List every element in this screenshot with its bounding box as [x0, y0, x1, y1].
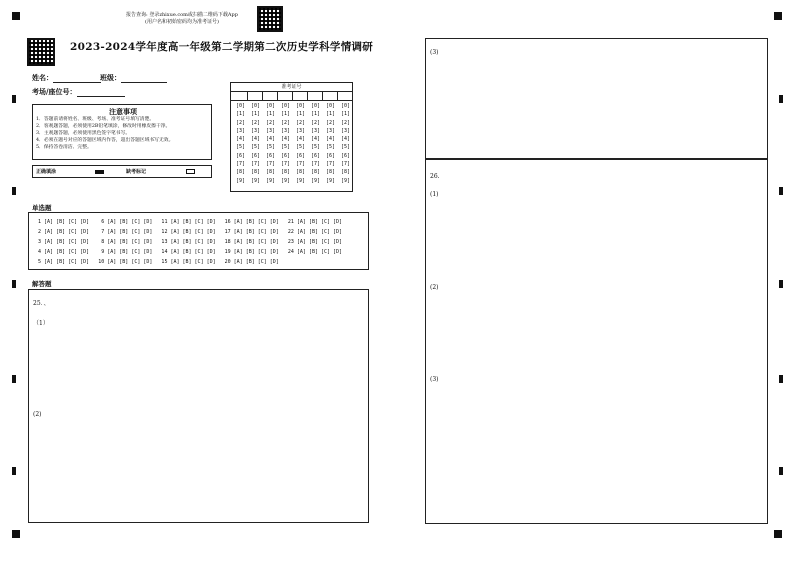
class-label: 班级： [100, 73, 121, 82]
exam-id-digit-bubble[interactable]: [8] [325, 169, 336, 176]
mcq-box [28, 212, 369, 270]
exam-id-digit-bubble[interactable]: [0] [295, 103, 306, 109]
exam-id-digit-bubble[interactable]: [4] [250, 136, 261, 143]
exam-id-digit-bubble[interactable]: [2] [295, 119, 306, 126]
side-mark [779, 467, 783, 475]
exam-id-column [250, 102, 261, 185]
missing-mark-label: 缺考标记 [126, 169, 147, 175]
exam-id-digit-bubble[interactable]: [0] [250, 103, 261, 109]
notice-box [32, 104, 212, 160]
side-mark [779, 95, 783, 103]
exam-id-digit-bubble[interactable]: [1] [325, 111, 336, 118]
notice-list [36, 116, 212, 151]
notice-item: 4．必须在题号对应的答题区域内作答，超出答题区域书写无效。 [36, 138, 174, 143]
exam-id-digit-bubble[interactable]: [9] [235, 177, 246, 184]
name-label: 姓名： [32, 73, 53, 82]
exam-id-digit-bubble[interactable]: [9] [310, 177, 321, 184]
exam-id-digit-bubble[interactable]: [4] [235, 136, 246, 143]
exam-id-column [295, 102, 306, 185]
mcq-row[interactable]: 2 [A] [B] [C] [D] 7 [A] [B] [C] [D] 12 [A] [B] [C] [D] 17 [A] [B] [C] [D] 22 [A] [B] [C] [D] [35, 229, 343, 235]
exam-id-digit-bubble[interactable]: [5] [340, 144, 351, 151]
exam-id-digit-bubble[interactable]: [4] [280, 136, 291, 143]
exam-id-header-separator [247, 91, 248, 100]
exam-id-digit-bubble[interactable]: [2] [250, 119, 261, 126]
exam-id-digit-bubble[interactable]: [9] [325, 177, 336, 184]
q26-part2-label: (2) [430, 284, 439, 291]
exam-id-digit-bubble[interactable]: [4] [325, 136, 336, 143]
side-mark [12, 467, 16, 475]
registration-mark [774, 12, 782, 20]
side-mark [779, 280, 783, 288]
exam-id-digit-bubble[interactable]: [8] [235, 169, 246, 176]
missing-bubble-checkbox[interactable] [186, 169, 195, 174]
exam-id-digit-bubble[interactable]: [3] [295, 127, 306, 134]
exam-id-digit-bubble[interactable]: [8] [295, 169, 306, 176]
q26-part3-label: (3) [430, 376, 439, 383]
mcq-row[interactable]: 5 [A] [B] [C] [D] 10 [A] [B] [C] [D] 15 [A] [B] [C] [D] 20 [A] [B] [C] [D] [35, 259, 279, 265]
exam-id-box [230, 82, 353, 192]
exam-id-digit-bubble[interactable]: [6] [340, 152, 351, 159]
exam-id-header-separator [277, 91, 278, 100]
name-field[interactable] [32, 73, 101, 83]
exam-id-digit-bubble[interactable]: [8] [265, 169, 276, 176]
exam-id-digit-bubble[interactable]: [8] [280, 169, 291, 176]
exam-id-digit-bubble[interactable]: [0] [235, 103, 246, 109]
exam-id-digit-bubble[interactable]: [5] [310, 144, 321, 151]
notice-item: 2．客观题答题，必须使用2B铅笔填涂，修改时用橡皮擦干净。 [36, 124, 171, 129]
exam-id-digit-bubble[interactable]: [7] [295, 161, 306, 168]
exam-id-header-separator [307, 91, 308, 100]
exam-id-header-separator [337, 91, 338, 100]
exam-id-digit-bubble[interactable]: [6] [280, 152, 291, 159]
notice-item: 1．答题前请将姓名、班级、考场、准考证号填写清楚。 [36, 117, 155, 122]
filled-bubble-icon [95, 170, 104, 174]
exam-id-digit-bubble[interactable]: [6] [310, 152, 321, 159]
registration-mark [12, 12, 20, 20]
exam-id-digit-bubble[interactable]: [7] [250, 161, 261, 168]
exam-id-digit-bubble[interactable]: [5] [325, 144, 336, 151]
side-mark [12, 187, 16, 195]
exam-id-column [280, 102, 291, 185]
exam-id-digit-bubble[interactable]: [9] [265, 177, 276, 184]
q25-label: 25．、 [33, 300, 50, 307]
exam-id-digit-bubble[interactable]: [8] [250, 169, 261, 176]
seat-field[interactable] [32, 87, 125, 97]
correct-fill-label: 正确填涂 [36, 169, 57, 175]
report-query-text: 报告查询: 登录zhixue.com或扫描二维码下载App [126, 12, 238, 18]
exam-id-digit-bubble[interactable]: [2] [235, 119, 246, 126]
exam-id-digit-bubble[interactable]: [3] [250, 127, 261, 134]
exam-id-digit-bubble[interactable]: [2] [280, 119, 291, 126]
class-field[interactable] [100, 73, 167, 83]
exam-id-digit-bubble[interactable]: [3] [235, 127, 246, 134]
page-title: 2023-2024学年度高一年级第二学期第二次历史学科学情调研 [70, 41, 374, 53]
exam-id-digit-bubble[interactable]: [0] [265, 103, 276, 109]
side-mark [12, 280, 16, 288]
exam-id-digit-bubble[interactable]: [6] [235, 152, 246, 159]
exam-id-digit-bubble[interactable]: [2] [325, 119, 336, 126]
exam-id-digit-bubble[interactable]: [0] [280, 103, 291, 109]
exam-id-digit-bubble[interactable]: [0] [325, 103, 336, 109]
exam-id-digit-bubble[interactable]: [8] [310, 169, 321, 176]
login-hint-text: (用户名和初始密码均为准考证号) [145, 19, 219, 25]
exam-id-digit-bubble[interactable]: [7] [325, 161, 336, 168]
exam-id-digit-bubble[interactable]: [2] [310, 119, 321, 126]
exam-id-digit-bubble[interactable]: [0] [340, 103, 351, 109]
exam-id-digit-bubble[interactable]: [4] [340, 136, 351, 143]
exam-id-digit-bubble[interactable]: [8] [340, 169, 351, 176]
exam-id-column [235, 102, 246, 185]
exam-id-digit-bubble[interactable]: [9] [280, 177, 291, 184]
notice-item: 3．主观题答题，必须使用黑色签字笔书写。 [36, 131, 131, 136]
exam-id-digit-bubble[interactable]: [1] [265, 111, 276, 118]
exam-id-digit-bubble[interactable]: [6] [250, 152, 261, 159]
exam-id-digit-bubble[interactable]: [1] [235, 111, 246, 118]
exam-id-digit-bubble[interactable]: [1] [340, 111, 351, 118]
fill-example-box [32, 165, 212, 178]
answer-area-q25-part3[interactable] [425, 38, 768, 159]
q26-part1-label: (1) [430, 191, 439, 198]
notice-item: 5．保持答卷清洁、完整。 [36, 145, 92, 150]
mcq-row[interactable]: 3 [A] [B] [C] [D] 8 [A] [B] [C] [D] 13 [A] [B] [C] [D] 18 [A] [B] [C] [D] 23 [A] [B] [C] [D] [35, 239, 343, 245]
exam-id-header-separator [262, 91, 263, 100]
exam-id-digit-bubble[interactable]: [9] [250, 177, 261, 184]
side-mark [779, 187, 783, 195]
notice-title: 注意事项 [109, 107, 137, 116]
answer-section-title: 解答题 [32, 280, 52, 288]
exam-id-digit-bubble[interactable]: [3] [280, 127, 291, 134]
exam-id-digit-bubble[interactable]: [2] [340, 119, 351, 126]
exam-id-digit-bubble[interactable]: [4] [295, 136, 306, 143]
exam-id-digit-bubble[interactable]: [5] [265, 144, 276, 151]
exam-id-digit-bubble[interactable]: [1] [280, 111, 291, 118]
exam-id-column [265, 102, 276, 185]
exam-id-digit-bubble[interactable]: [7] [280, 161, 291, 168]
exam-id-digit-bubble[interactable]: [3] [265, 127, 276, 134]
exam-id-digit-bubble[interactable]: [2] [265, 119, 276, 126]
exam-id-digit-bubble[interactable]: [7] [265, 161, 276, 168]
q25-part1-label: （1） [33, 320, 49, 327]
side-mark [12, 375, 16, 383]
qr-code-icon [257, 6, 283, 32]
registration-mark [774, 530, 782, 538]
q25-part3-label: (3) [430, 49, 439, 56]
exam-id-digit-bubble[interactable]: [1] [250, 111, 261, 118]
mcq-section-title: 单选题 [32, 204, 52, 212]
exam-id-digit-bubble[interactable]: [5] [280, 144, 291, 151]
exam-id-title: 准考证号 [281, 84, 302, 90]
exam-id-digit-bubble[interactable]: [1] [295, 111, 306, 118]
side-mark [12, 95, 16, 103]
side-mark [779, 375, 783, 383]
exam-id-digit-bubble[interactable]: [4] [310, 136, 321, 143]
exam-id-column [325, 102, 336, 185]
qr-code-icon [27, 38, 55, 66]
exam-id-header-separator [322, 91, 323, 100]
exam-id-digit-bubble[interactable]: [3] [325, 127, 336, 134]
exam-id-digit-bubble[interactable]: [9] [340, 177, 351, 184]
exam-id-column [310, 102, 321, 185]
exam-id-digit-bubble[interactable]: [6] [325, 152, 336, 159]
q26-label: 26. [430, 173, 440, 180]
exam-id-header-divider [231, 100, 352, 101]
exam-id-digit-bubble[interactable]: [6] [265, 152, 276, 159]
exam-id-digit-bubble[interactable]: [5] [235, 144, 246, 151]
exam-id-digit-bubble[interactable]: [7] [235, 161, 246, 168]
exam-id-digit-bubble[interactable]: [6] [295, 152, 306, 159]
exam-id-digit-bubble[interactable]: [3] [340, 127, 351, 134]
exam-id-digit-bubble[interactable]: [5] [250, 144, 261, 151]
mcq-row[interactable]: 4 [A] [B] [C] [D] 9 [A] [B] [C] [D] 14 [A] [B] [C] [D] 19 [A] [B] [C] [D] 24 [A] [B] [C] [D] [35, 249, 343, 255]
exam-id-digit-bubble[interactable]: [7] [310, 161, 321, 168]
exam-id-digit-bubble[interactable]: [1] [310, 111, 321, 118]
mcq-row[interactable]: 1 [A] [B] [C] [D] 6 [A] [B] [C] [D] 11 [A] [B] [C] [D] 16 [A] [B] [C] [D] 21 [A] [B] [C] [D] [35, 219, 343, 225]
exam-id-header-separator [292, 91, 293, 100]
seat-label: 考场/座位号： [32, 87, 77, 96]
exam-id-digit-bubble[interactable]: [7] [340, 161, 351, 168]
exam-id-digit-bubble[interactable]: [3] [310, 127, 321, 134]
exam-id-digit-bubble[interactable]: [5] [295, 144, 306, 151]
exam-id-digit-bubble[interactable]: [0] [310, 103, 321, 109]
exam-id-digit-bubble[interactable]: [4] [265, 136, 276, 143]
exam-id-column [340, 102, 351, 185]
answer-area-q26[interactable] [425, 159, 768, 524]
registration-mark [12, 530, 20, 538]
answer-area-q25[interactable] [28, 289, 369, 523]
exam-id-digit-bubble[interactable]: [9] [295, 177, 306, 184]
q25-part2-label: (2) [33, 411, 42, 418]
